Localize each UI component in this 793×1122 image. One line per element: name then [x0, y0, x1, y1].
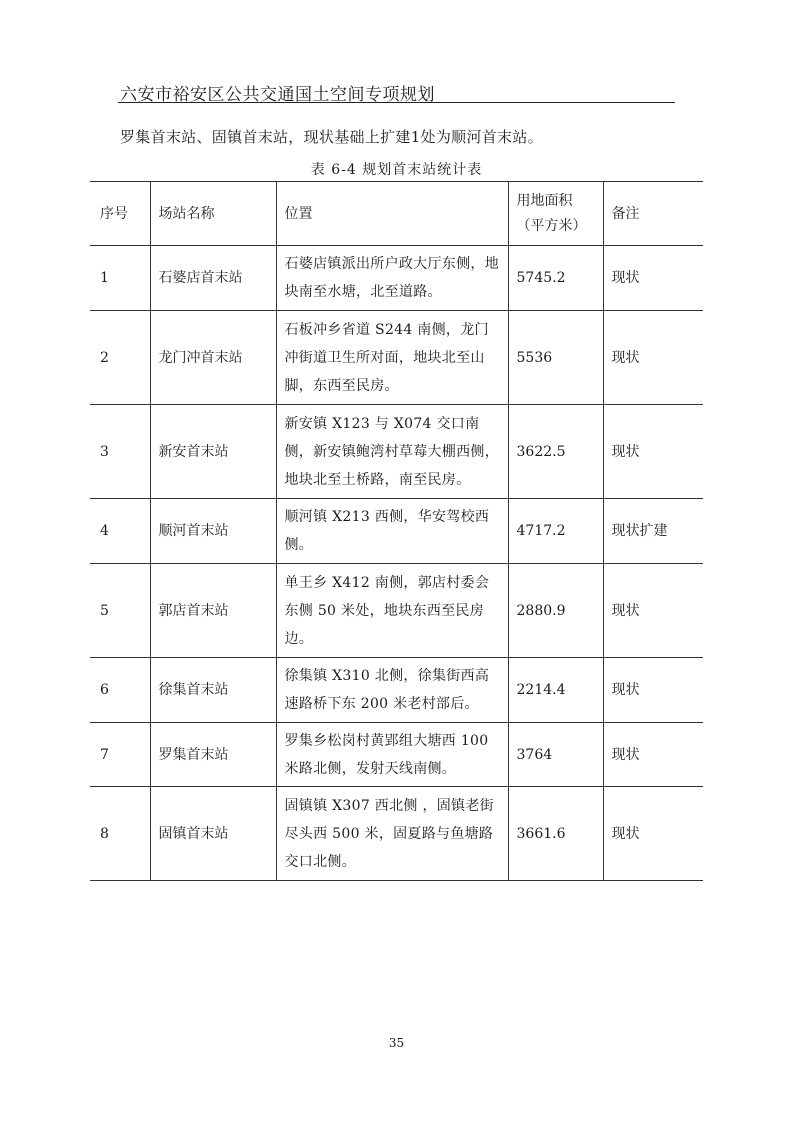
- row-note: 现状: [603, 658, 703, 723]
- row-location: 罗集乡松岗村黄郢组大塘西 100 米路北侧，发射天线南侧。: [276, 723, 508, 787]
- row-location: 徐集镇 X310 北侧，徐集街西高速路桥下东 200 米老村部后。: [276, 658, 508, 723]
- row-index: 3: [90, 405, 150, 499]
- row-note: 现状扩建: [603, 499, 703, 564]
- row-location: 石婆店镇派出所户政大厅东侧，地块南至水塘，北至道路。: [276, 246, 508, 311]
- table-row: [90, 787, 703, 881]
- header-land-area: [508, 182, 603, 246]
- row-station-name: 罗集首末站: [150, 723, 276, 787]
- row-note: 现状: [603, 787, 703, 881]
- row-station-name: 徐集首末站: [150, 658, 276, 723]
- row-note: 现状: [603, 246, 703, 311]
- row-index: 7: [90, 723, 150, 787]
- row-station-name: 新安首末站: [150, 405, 276, 499]
- row-land-area: 2880.9: [508, 564, 603, 658]
- header-station-name: 场站名称: [150, 182, 276, 246]
- row-index: 2: [90, 311, 150, 405]
- stations-table: [90, 181, 703, 881]
- table-row: [90, 658, 703, 723]
- row-station-name: 固镇首末站: [150, 787, 276, 881]
- row-land-area: 5745.2: [508, 246, 603, 311]
- row-note: 现状: [603, 564, 703, 658]
- row-station-name: 石婆店首末站: [150, 246, 276, 311]
- row-location: 新安镇 X123 与 X074 交口南侧，新安镇鲍湾村草莓大棚西侧，地块北至土桥路，南至民房。: [276, 405, 508, 499]
- row-note: 现状: [603, 311, 703, 405]
- document-header-title: 六安市裕安区公共交通国土空间专项规划: [120, 85, 435, 105]
- row-land-area: 5536: [508, 311, 603, 405]
- row-land-area: 3764: [508, 723, 603, 787]
- header-index: 序号: [90, 182, 150, 246]
- header-land-area-line1: 用地面积: [516, 192, 573, 209]
- table-row: [90, 405, 703, 499]
- row-land-area: 3622.5: [508, 405, 603, 499]
- row-station-name: 顺河首末站: [150, 499, 276, 564]
- intro-paragraph: 罗集首末站、固镇首末站，现状基础上扩建1处为顺河首末站。: [120, 128, 543, 146]
- row-station-name: 龙门冲首末站: [150, 311, 276, 405]
- row-note: 现状: [603, 405, 703, 499]
- row-land-area: 2214.4: [508, 658, 603, 723]
- header-location: 位置: [276, 182, 508, 246]
- row-land-area: 3661.6: [508, 787, 603, 881]
- table-header-row: [90, 182, 703, 246]
- row-location: 固镇镇 X307 西北侧 ，固镇老街尽头西 500 米，固夏路与鱼塘路交口北侧。: [276, 787, 508, 881]
- table-row: [90, 246, 703, 311]
- row-land-area: 4717.2: [508, 499, 603, 564]
- row-index: 6: [90, 658, 150, 723]
- table-caption: 表 6-4 规划首末站统计表: [310, 162, 483, 178]
- page-number: 35: [388, 1036, 405, 1050]
- row-location: 顺河镇 X213 西侧，华安驾校西侧。: [276, 499, 508, 564]
- row-station-name: 郭店首末站: [150, 564, 276, 658]
- table-row: [90, 311, 703, 405]
- row-index: 5: [90, 564, 150, 658]
- row-location: 石板冲乡省道 S244 南侧，龙门冲街道卫生所对面，地块北至山脚，东西至民房。: [276, 311, 508, 405]
- row-index: 4: [90, 499, 150, 564]
- row-location: 单王乡 X412 南侧，郭店村委会东侧 50 米处，地块东西至民房边。: [276, 564, 508, 658]
- row-index: 1: [90, 246, 150, 311]
- row-note: 现状: [603, 723, 703, 787]
- table-row: [90, 499, 703, 564]
- header-note: 备注: [603, 182, 703, 246]
- table-row: [90, 564, 703, 658]
- row-index: 8: [90, 787, 150, 881]
- header-divider: [118, 102, 675, 103]
- table-row: [90, 723, 703, 787]
- header-land-area-line2: （平方米）: [516, 217, 587, 234]
